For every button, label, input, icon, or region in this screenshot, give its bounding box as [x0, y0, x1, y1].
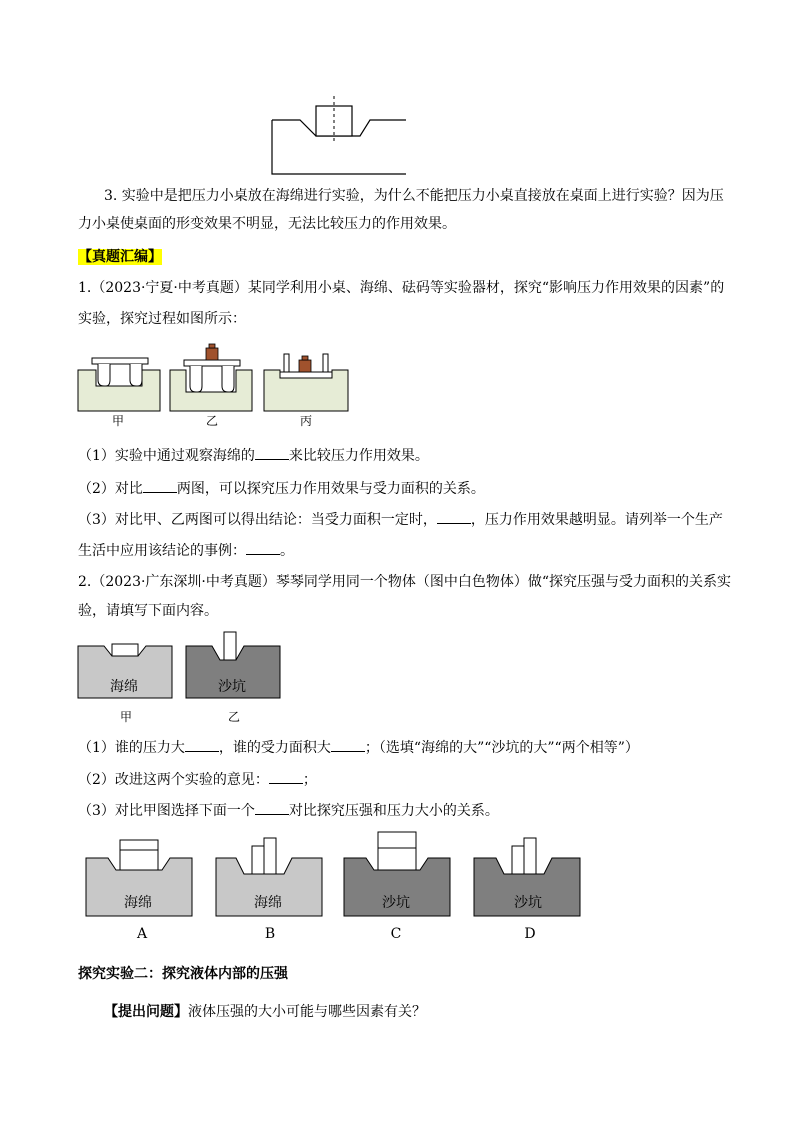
q1-sub3-blank-2[interactable] — [246, 540, 280, 555]
q1-fig-yi — [170, 344, 252, 411]
q2-sub1-blank-2[interactable] — [331, 737, 365, 752]
option-a-letter[interactable]: A — [136, 926, 148, 942]
q2-sub2: （2）改进这两个实验的意见： ； — [78, 769, 317, 790]
option-b-material: 海绵 — [254, 895, 282, 911]
q2-sub3-blank[interactable] — [255, 800, 289, 815]
q2-sub1-blank-1[interactable] — [185, 737, 219, 752]
note-line-2: 力小桌使桌面的形变效果不明显，无法比较压力的作用效果。 — [78, 216, 456, 232]
q1-fig-bing — [264, 354, 348, 411]
q1-figure — [76, 340, 356, 415]
top-figure — [270, 94, 410, 178]
q1-line-2: 实验，探究过程如图所示： — [78, 311, 246, 327]
option-c-letter[interactable]: C — [390, 926, 402, 942]
q1-fig-jia — [78, 358, 160, 411]
section-tag: 【真题汇编】 — [78, 249, 162, 265]
q1-sub2: （2）对比 两图，可以探究压力作用效果与受力面积的关系。 — [78, 478, 485, 499]
q2-sand-label: 沙坑 — [218, 679, 246, 695]
q1-sub2-blank[interactable] — [143, 478, 177, 493]
q1-label-yi: 乙 — [205, 414, 218, 428]
note-line-1: 3. 实验中是把压力小桌放在海绵进行实验，为什么不能把压力小桌直接放在桌面上进行实验？因为压 — [104, 188, 724, 204]
q1-sub3: （3）对比甲、乙两图可以得出结论：当受力面积一定时， ，压力作用效果越明显。请列举一个生产 — [78, 509, 723, 530]
q2-label-jia: 甲 — [119, 710, 132, 724]
q1-sub1-blank[interactable] — [255, 445, 289, 460]
q2-sub2-blank[interactable] — [269, 769, 303, 784]
section2-title: 探究实验二：探究液体内部的压强 — [78, 966, 288, 982]
option-d-letter[interactable]: D — [524, 926, 536, 942]
q1-sub3-cont: 生活中应用该结论的事例： 。 — [78, 540, 294, 561]
option-c-material: 沙坑 — [382, 895, 410, 911]
q2-line-1: 2.（2023·广东深圳·中考真题）琴琴同学用同一个物体（图中白色物体）做“探究压强与受力面积的关系实 — [78, 574, 732, 590]
q2-line-2: 验，请填写下面内容。 — [78, 603, 218, 619]
q1-label-bing: 丙 — [299, 414, 312, 428]
option-b-letter[interactable]: B — [264, 926, 276, 942]
q2-sub3: （3）对比甲图选择下面一个 对比探究压强和压力大小的关系。 — [78, 800, 499, 821]
q1-label-jia: 甲 — [111, 414, 124, 428]
q2-sponge-label: 海绵 — [110, 679, 138, 695]
q1-sub3-blank-1[interactable] — [437, 509, 471, 524]
section2-question: 【提出问题】液体压强的大小可能与哪些因素有关？ — [104, 1004, 426, 1020]
q1-sub1: （1）实验中通过观察海绵的 来比较压力作用效果。 — [78, 445, 429, 466]
option-a-material: 海绵 — [124, 895, 152, 911]
option-d-material: 沙坑 — [514, 895, 542, 911]
q1-line-1: 1.（2023·宁夏·中考真题）某同学利用小桌、海绵、砝码等实验器材，探究“影响压力作用效果的因素”的 — [78, 280, 725, 296]
q2-label-yi: 乙 — [227, 710, 240, 724]
q2-sub1: （1）谁的压力大 ，谁的受力面积大 ；（选填“海绵的大”“沙坑的大”“两个相等”） — [78, 737, 639, 758]
